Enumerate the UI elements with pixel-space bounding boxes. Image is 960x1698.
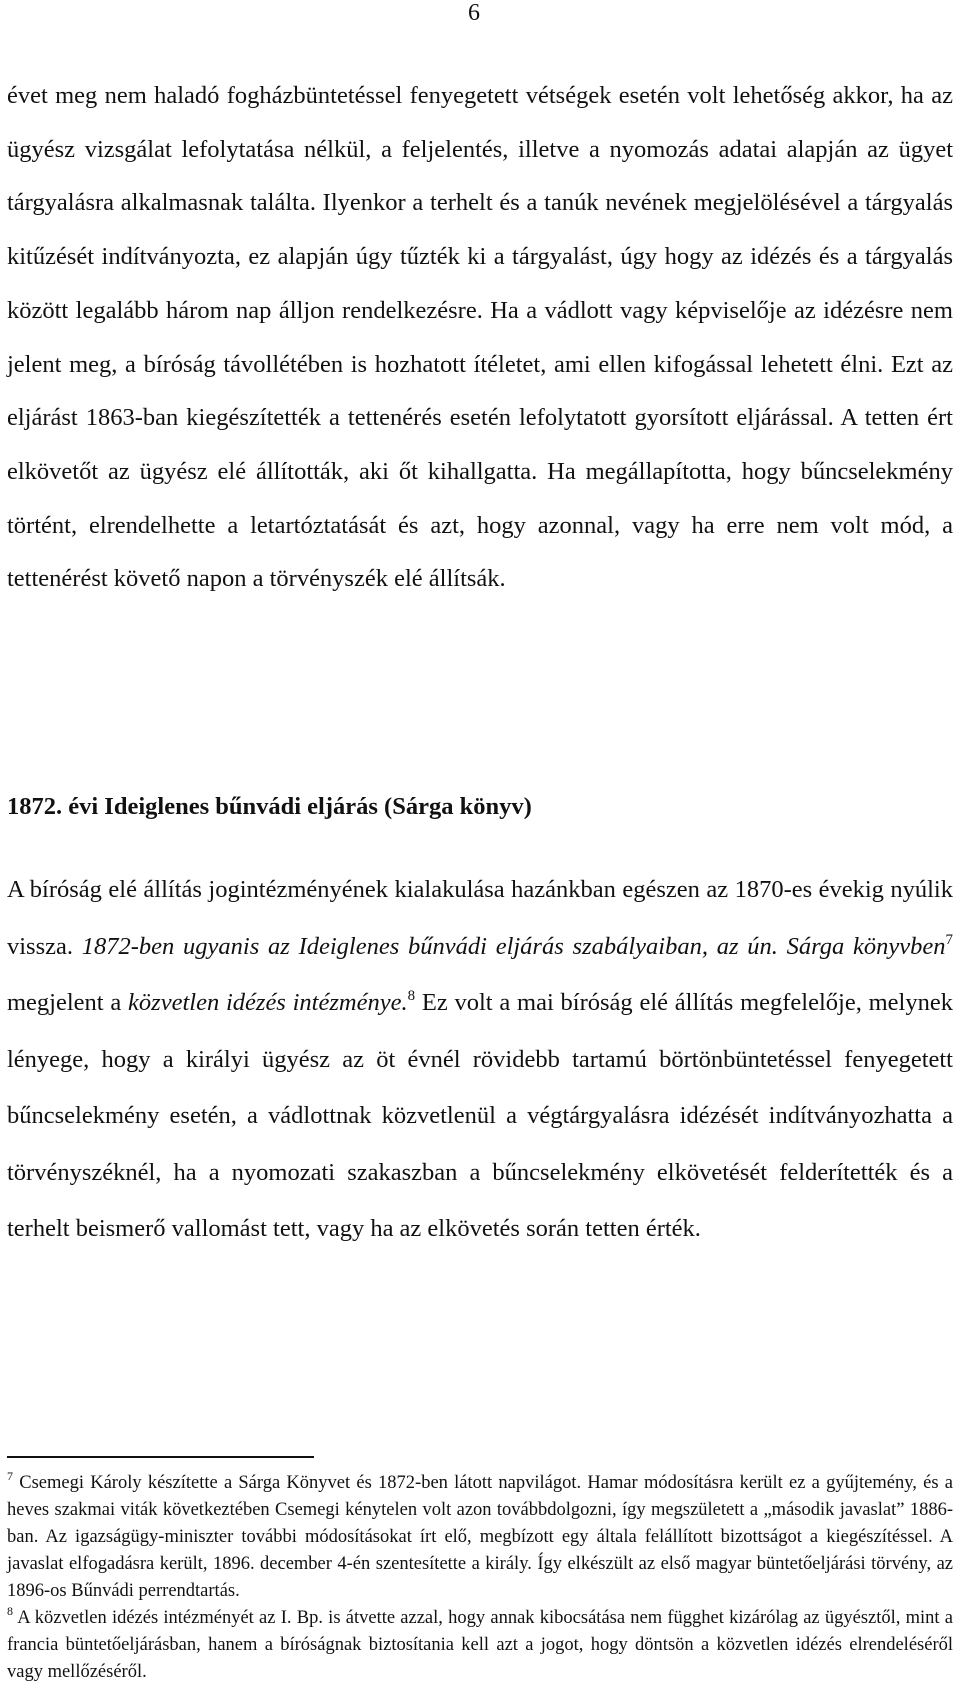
footnote-text: A közvetlen idézés intézményét az I. Bp. is átvette azzal, hogy annak kibocsátása nem függhet kizárólag az ügyésztől, mint a francia büntetőeljárásban, hanem a bíróságnak biztosítania kell azt a jogot, hogy döntsön a közvetlen idézés elrendeléséről vagy mellőzéséről.: [7, 1608, 953, 1682]
footnote-8: [7, 1605, 953, 1686]
paragraph-text-segment: A bíróság elé állítás jogintézményének kialakulása hazánkban egészen az 1870-es évekig nyúlik vissza.: [7, 876, 953, 960]
footnote-number: 7: [7, 1469, 13, 1483]
page-number: 6: [468, 0, 480, 26]
footnote-7: [7, 1470, 953, 1605]
body-paragraph-1: évet meg nem haladó fogházbüntetéssel fenyegetett vétségek esetén volt lehetőség akkor, ha az ügyész vizsgálat lefolytatása nélkül, a feljelentés, illetve a nyomozás adatai alapján az ügyet tárgyalásra alkalmasnak találta. Ilyenkor a terhelt és a tanúk nevének megjelölésével a tárgyalás kitűzését indítványozta, ez alapján úgy tűzték ki a tárgyalást, úgy hogy az idézés és a tárgyalás között legalább három nap álljon rendelkezésre. Ha a vádlott vagy képviselője az idézésre nem jelent meg, a bíróság távollétében is hozhatott ítéletet, ami ellen kifogással lehetett élni. Ezt az eljárást 1863-ban kiegészítették a tettenérés esetén lefolytatott gyorsított eljárással. A tetten ért elkövetőt az ügyész elé állították, aki őt kihallgatta. Ha megállapította, hogy bűncselekmény történt, elrendelhette a letartóztatását és azt, hogy azonnal, vagy ha erre nem volt mód, a tettenérést követő napon a törvényszék elé állítsák.: [7, 82, 953, 593]
footnote-number: 8: [7, 1604, 13, 1618]
footnote-separator: [7, 1456, 314, 1458]
footnotes: [7, 1470, 953, 1686]
paragraph-italic-segment: közvetlen idézés intézménye.: [128, 989, 408, 1016]
body-paragraph-2: [7, 862, 953, 1258]
footnote-text: Csemegi Károly készítette a Sárga Könyvet és 1872-ben látott napvilágot. Hamar módosításra került ez a gyűjtemény, és a heves szakmai viták következtében Csemegi kénytelen volt azon továbbdolgozni, így megszületett a „második javaslat” 1886-ban. Az igazságügy-miniszter további módosításokat írt elő, megbízott egy általa felállított bizottságot a kiegészítéssel. A javaslat elfogadásra került, 1896. december 4-én szentesítette a király. Így elkészült az első magyar büntetőeljárási törvény, az 1896-os Bűnvádi perrendtartás.: [7, 1473, 953, 1601]
section-heading: 1872. évi Ideiglenes bűnvádi eljárás (Sárga könyv): [7, 793, 532, 820]
paragraph-text-segment: Ez volt a mai bíróság elé állítás megfelelője, melynek lényege, hogy a királyi ügyész az öt évnél rövidebb tartamú börtönbüntetéssel fenyegetett bűncselekmény esetén, a vádlottnak közvetlenül a végtárgyalásra idézését indítványozhatta a törvényszéknél, ha a nyomozati szakaszban a bűncselekmény elkövetését felderítették és a terhelt beismerő vallomást tett, vagy ha az elkövetés során tetten érték.: [7, 989, 953, 1242]
paragraph-text-segment: megjelent a: [7, 989, 129, 1016]
footnote-reference-7[interactable]: 7: [945, 931, 954, 948]
footnote-reference-8[interactable]: 8: [407, 988, 416, 1004]
paragraph-italic-segment: 1872-ben ugyanis az Ideiglenes bűnvádi eljárás szabályaiban, az ún. Sárga könyvben: [81, 932, 946, 960]
